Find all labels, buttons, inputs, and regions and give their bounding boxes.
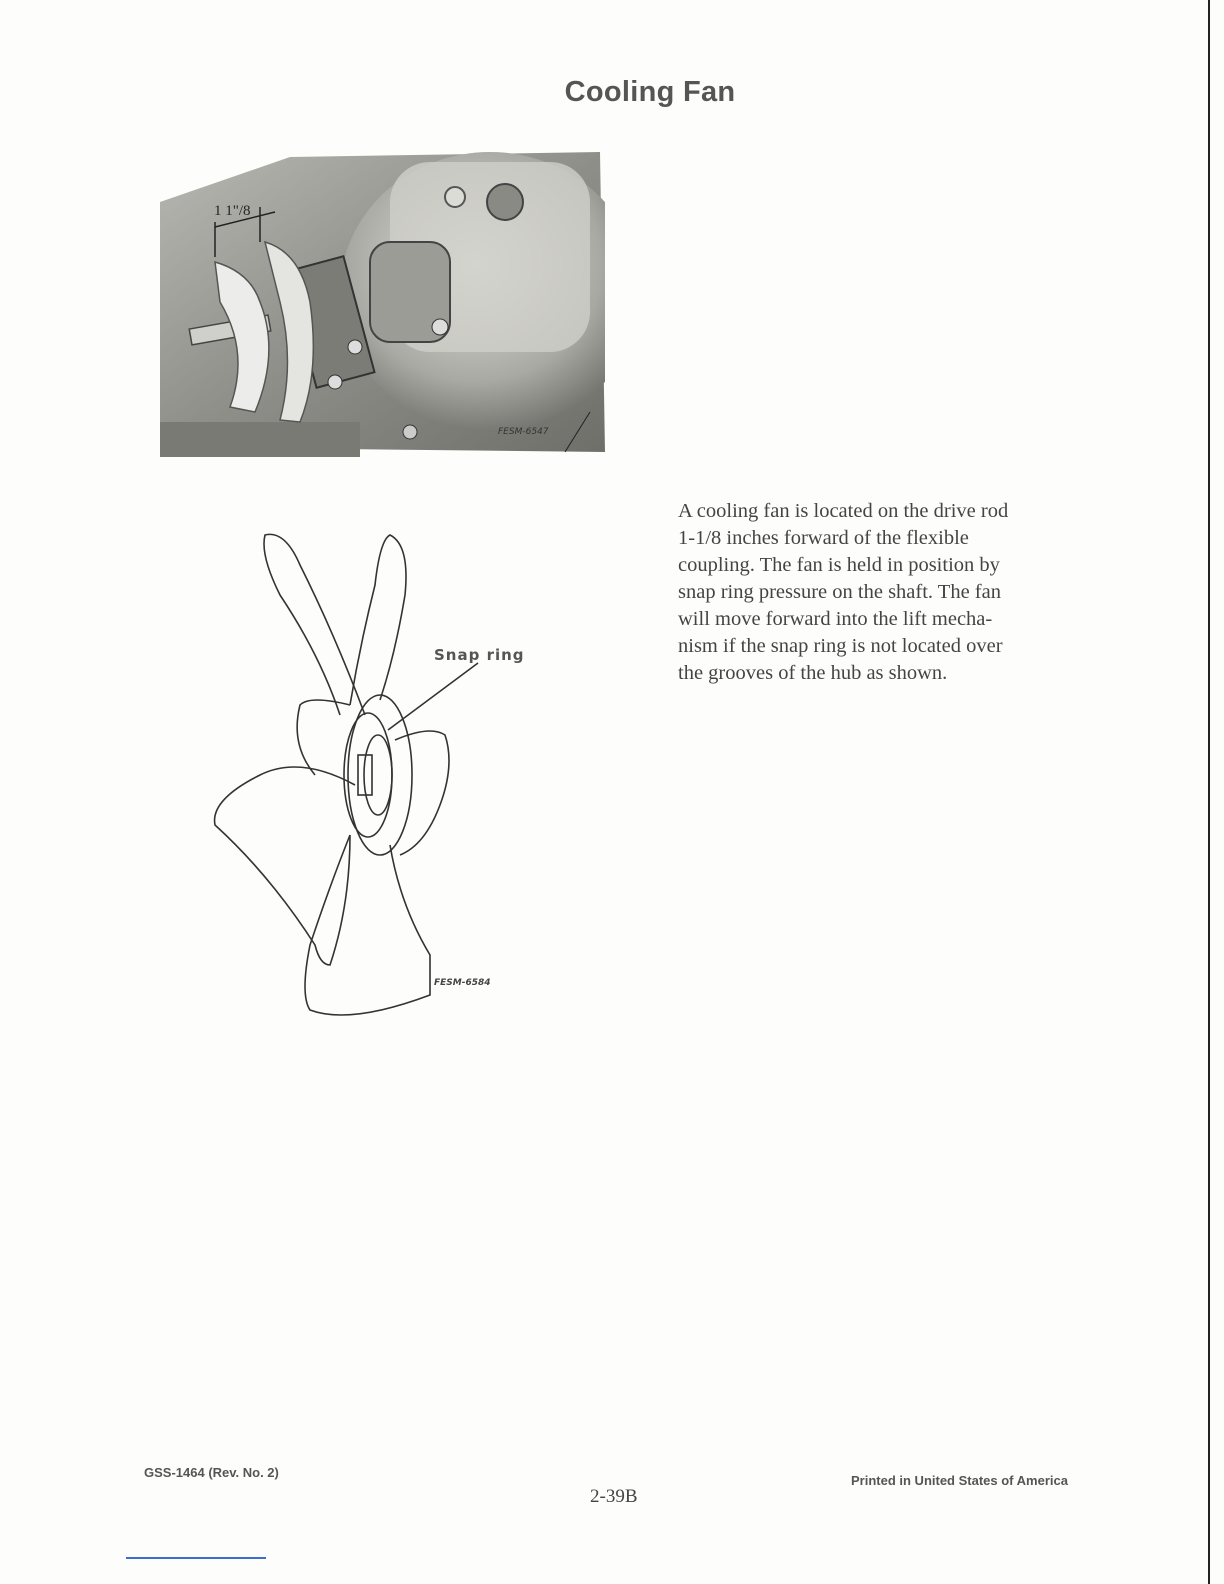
body-line: the grooves of the hub as shown.	[678, 662, 948, 684]
bottom-rule	[126, 1557, 266, 1559]
body-line: A cooling fan is located on the drive rod	[678, 500, 1009, 522]
body-line: snap ring pressure on the shaft. The fan	[678, 581, 1001, 603]
page-number: 2-39B	[590, 1486, 638, 1507]
document-id: GSS-1464 (Rev. No. 2)	[144, 1465, 279, 1480]
body-line: will move forward into the lift mecha-	[678, 608, 993, 630]
page-title: Cooling Fan	[564, 76, 736, 108]
coupling-photo	[160, 152, 605, 457]
snap-ring-callout: Snap ring	[434, 646, 525, 664]
body-line: 1-1/8 inches forward of the flexible	[678, 527, 969, 549]
body-line: coupling. The fan is held in position by	[678, 554, 1000, 576]
printed-notice: Printed in United States of America	[851, 1473, 1068, 1488]
body-paragraph	[678, 498, 1123, 687]
photo-caption: FESM-6547	[498, 427, 549, 437]
body-line: nism if the snap ring is not located over	[678, 635, 1003, 657]
dimension-label: 1 1"/8	[214, 203, 251, 219]
page-edge-line	[1208, 0, 1210, 1584]
fan-diagram	[200, 525, 520, 1025]
fan-caption: FESM-6584	[434, 978, 491, 988]
